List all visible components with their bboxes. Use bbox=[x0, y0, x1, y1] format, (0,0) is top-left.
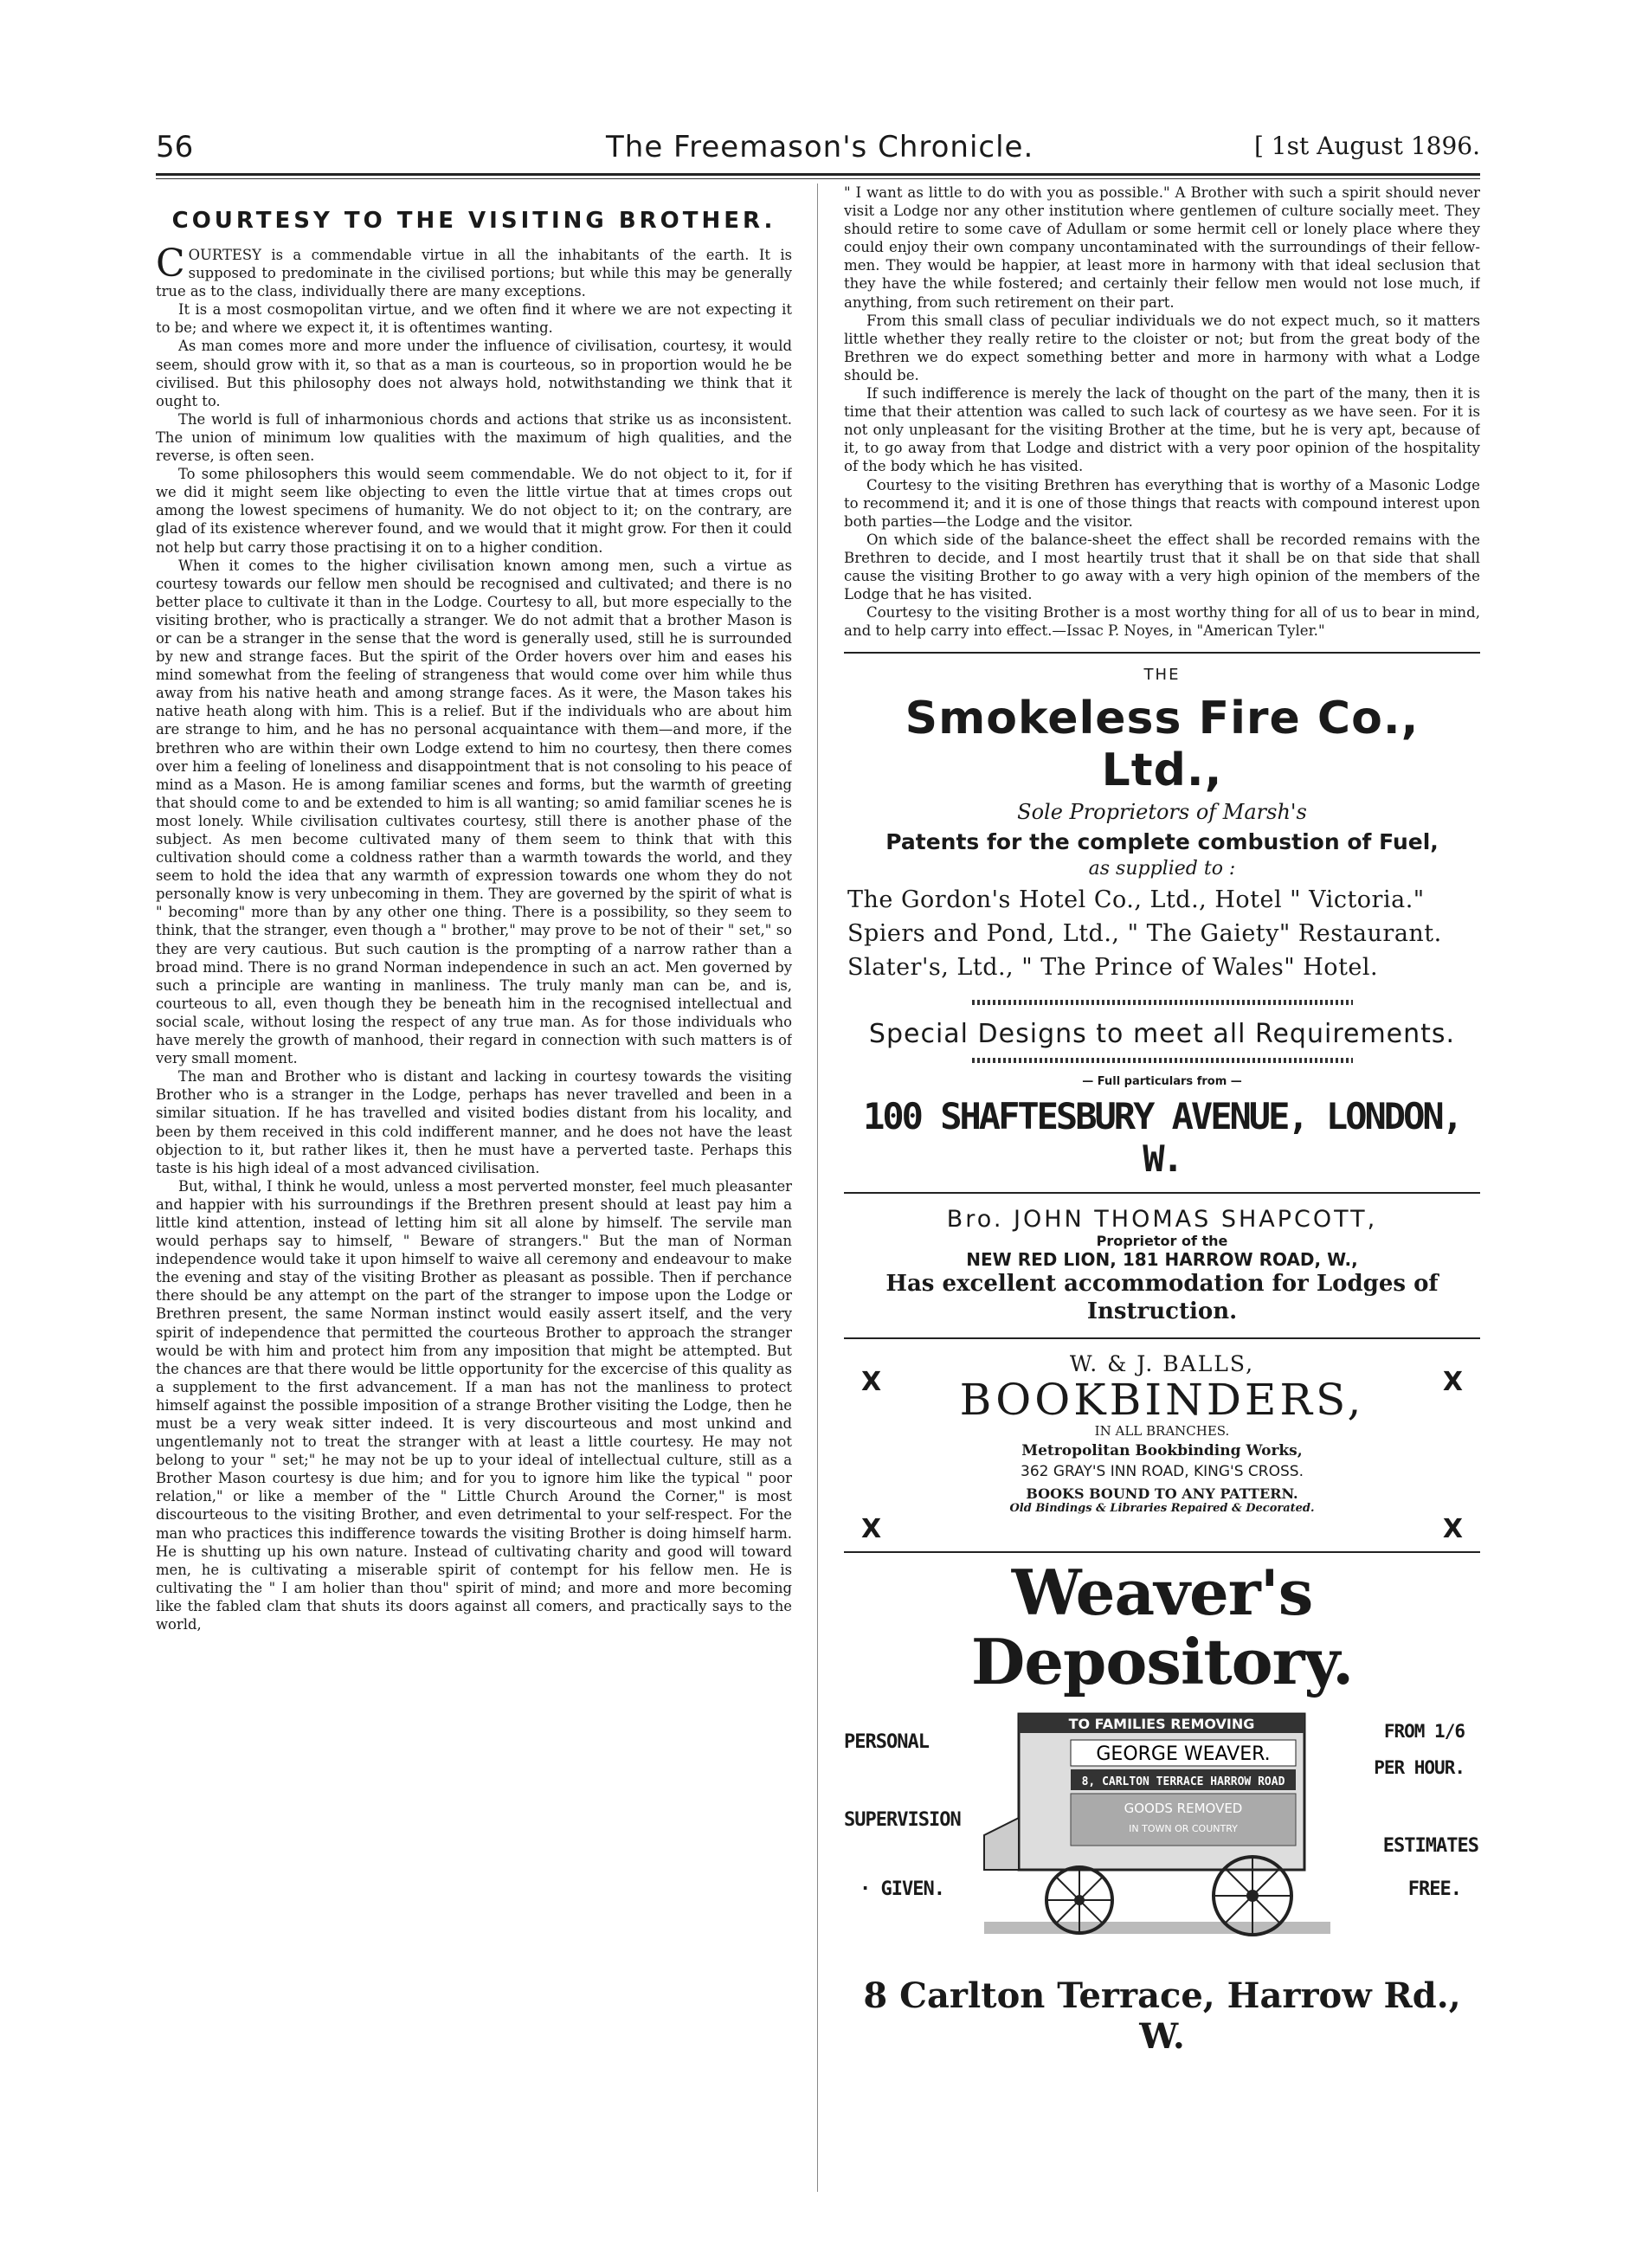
wavy-rule bbox=[972, 1000, 1353, 1005]
page-header bbox=[156, 130, 1480, 170]
free-label: FREE. bbox=[1407, 1878, 1461, 1901]
supervision-label: SUPERVISION bbox=[844, 1809, 961, 1832]
article-continuation bbox=[844, 184, 1480, 640]
weaver-body bbox=[844, 1705, 1480, 1965]
from-price: FROM 1/6 bbox=[1383, 1721, 1465, 1743]
article-paragraph: The man and Brother who is distant and lacking in courtesy towards the visiting Brother who is a stranger in the Lodge, perhaps has never travelled and been in a similar situation. If he has travelled and visited bodies distant from his locality, and been by them received in this cold indifferent manner, and he does not have the least objection to it, but rather likes it, then he must have a perverted taste. Perhaps this taste is his high ideal of a most advanced civilisation. bbox=[156, 1068, 792, 1176]
weaver-advert bbox=[844, 1558, 1480, 2057]
works-line: Metropolitan Bookbinding Works, bbox=[1021, 1442, 1303, 1460]
van-address-text: 8, CARLTON TERRACE HARROW ROAD bbox=[1081, 1775, 1285, 1789]
article-paragraph: But, withal, I think he would, unless a most perverted monster, feel much pleasanter and happier with his surroundings if the Brethren present should at least pay him a little kind attention, instead of letting him sit all alone by himself. The servile man would perhaps say to himself, " Beware of strangers." But the man of Norman independence would take it upon himself to waive all ceremony and endeavour to make the evening and stay of the visiting Brother as pleasant as possible. Then if perchance there should be any attempt on the part of the stranger to impose upon the Lodge or Brethren present, the same Norman instinct would easily assert itself, and the very spirit of independence that permitted the courteous Brother to approach the stranger would be with him and protect him from any imposition that might be attempted. But the chances are that there would be little opportunity for the excercise of this quality as a supplement to the first advancement. If a man has not the manliness to protect himself against the possible imposition of a strange Brother visiting the Lodge, then he must be a very weak sitter indeed. It is very discourteous and most unkind and ungentlemanly not to treat the stranger with at least a little courtesy. He may not belong to your " set;" he may not be up to your ideal of intellectual culture, still as a Brother Mason courtesy is due him; and for you to ignore him like the typical " poor relation," or like a member of the " Little Church Around the Corner," is most discourteous to the visiting Brother, and even detrimental to your self-respect. For the man who practices this indifference towards the visiting Brother is doing himself harm. He is shutting up his own nature. Instead of cultivating charity and good will toward men, he is cultivating a miserable spirit of contempt for his fellow men. He is cultivating the " I am holier than thou" spirit of mind; and more and more becoming like the fabled clam that shuts its doors against all comers, and practically says to the world, bbox=[156, 1177, 792, 1633]
article-paragraph: If such indifference is merely the lack of thought on the part of the many, then it is time that their attention was called to such lack of courtesy as we have seen. For it is not only unpleasant for the visiting Brother at the time, but he is very apt, because of it, to go away from that Lodge and district with a very poor opinion of the hospitality of the body which he has visited. bbox=[844, 385, 1480, 475]
article-paragraph: " I want as little to do with you as possible." A Brother with such a spirit should never visit a Lodge nor any other institution where gentlemen of culture socially meet. They should retire to some cave of Adullam or some hermit cell or lonely place where they could enjoy their own company uncontaminated with the surroundings of their fellow-men. They would be happier, at least more in harmony with that ideal seclusion that they have the while fostered; and certainly their fellow men would not lose much, if anything, from such retirement on their part. bbox=[844, 184, 1480, 311]
accommodation-line: Has excellent accommodation for Lodges of Instruction. bbox=[885, 1271, 1439, 1325]
hotel-line: Slater's, Ltd., " The Prince of Wales" Hotel. bbox=[847, 954, 1379, 982]
estimates-label: ESTIMATES bbox=[1382, 1835, 1478, 1858]
sole-proprietors: Sole Proprietors of Marsh's bbox=[1017, 800, 1307, 825]
column-divider bbox=[817, 184, 818, 2192]
article-paragraph: It is a most cosmopolitan virtue, and we often find it where we are not expecting it to be; and where we expect it, it is oftentimes wanting. bbox=[156, 301, 792, 337]
firm-name: W. & J. BALLS, bbox=[1069, 1351, 1255, 1377]
proprietor-name: Bro. JOHN THOMAS SHAPCOTT, bbox=[946, 1206, 1378, 1234]
drop-cap: C bbox=[156, 242, 185, 286]
full-particulars: — Full particulars from — bbox=[1082, 1075, 1242, 1089]
article-paragraph: From this small class of peculiar individuals we do not expect much, so it matters little whether they really retire to the cloister or not; but from the great body of the Brethren we do expect something better and more in harmony with what a Lodge should be. bbox=[844, 312, 1480, 383]
section-rule bbox=[844, 1337, 1480, 1339]
weaver-title: Weaver's Depository. bbox=[970, 1556, 1354, 1699]
van-body bbox=[1019, 1714, 1304, 1870]
x-mark: X bbox=[861, 1514, 882, 1545]
article-paragraph: The world is full of inharmonious chords and actions that strike us as inconsistent. The union of minimum low qualities with the maximum of high qualities, and the reverse, is often seen. bbox=[156, 410, 792, 465]
publication-title: The Freemason's Chronicle. bbox=[606, 130, 1034, 164]
shapcott-advert bbox=[844, 1206, 1480, 1325]
weaver-address: 8 Carlton Terrace, Harrow Rd., W. bbox=[863, 1975, 1461, 2058]
proprietor-label: Proprietor of the bbox=[1096, 1233, 1228, 1250]
section-rule bbox=[844, 1551, 1480, 1553]
x-mark: X bbox=[1442, 1367, 1463, 1398]
inn-address: NEW RED LION, 181 HARROW ROAD, W., bbox=[966, 1249, 1358, 1271]
special-designs: Special Designs to meet all Requirements. bbox=[868, 1019, 1456, 1050]
x-mark: X bbox=[1442, 1514, 1463, 1545]
van-goods-text: GOODS REMOVED bbox=[1124, 1801, 1243, 1817]
issue-date: [ 1st August 1896. bbox=[1253, 132, 1480, 160]
hotel-line: Spiers and Pond, Ltd., " The Gaiety" Restaurant. bbox=[847, 920, 1442, 948]
article-paragraph: Courtesy to the visiting Brethren has everything that is worthy of a Masonic Lodge to recommend it; and it is one of those things that reacts with compound interest upon both parties—the Lodge and the visitor. bbox=[844, 476, 1480, 530]
books-line: BOOKS BOUND TO ANY PATTERN. bbox=[1026, 1485, 1298, 1503]
supplied-to: as supplied to : bbox=[1088, 858, 1236, 880]
ad-the: THE bbox=[1143, 666, 1181, 685]
bookbinders-advert bbox=[844, 1351, 1480, 1546]
hotel-line: The Gordon's Hotel Co., Ltd., Hotel " Victoria." bbox=[847, 886, 1425, 914]
header-rule-thin bbox=[156, 178, 1480, 179]
trade-name: BOOKBINDERS, bbox=[959, 1375, 1365, 1426]
company-address: 100 SHAFTESBURY AVENUE, LONDON, W. bbox=[863, 1095, 1461, 1181]
article-paragraph: As man comes more and more under the influence of civilisation, courtesy, it would seem, should grow with it, so that as a man is courteous, so in proportion would he be civilised. But this philosophy does not always hold, notwithstanding we think that it ought to. bbox=[156, 338, 792, 409]
personal-label: PERSONAL bbox=[844, 1731, 929, 1754]
wavy-rule bbox=[972, 1058, 1353, 1063]
right-column bbox=[844, 184, 1480, 2209]
van-shaft bbox=[984, 1818, 1019, 1870]
article-paragraph: To some philosophers this would seem commendable. We do not object to it, for if we did it might seem like objecting to even the little virtue that at times crops out among the lowest specimens of humanity. We do not object to it; on the contrary, are glad of its existence wherever found, and we would that it might grow. For then it could not help but carry those practising it on to a higher condition. bbox=[156, 466, 792, 556]
per-hour: PER HOUR. bbox=[1374, 1757, 1465, 1779]
van-banner-text: TO FAMILIES REMOVING bbox=[1068, 1716, 1255, 1733]
rear-spokes bbox=[1214, 1857, 1291, 1935]
x-mark: X bbox=[861, 1367, 882, 1398]
van-name-text: GEORGE WEAVER. bbox=[1096, 1743, 1271, 1766]
article-paragraph: On which side of the balance-sheet the effect shall be recorded remains with the Brethren to decide, and I most heartily trust that it shall be on that side that shall cause the visiting Brother to go away with a very high opinion of the members of the Lodge that he has visited. bbox=[844, 531, 1480, 603]
company-name: Smokeless Fire Co., Ltd., bbox=[905, 693, 1420, 797]
article-paragraph: When it comes to the higher civilisation known among men, such a virtue as courtesy towards our fellow men should be recognised and cultivated; and there is no better place to cultivate it than in the Lodge. Courtesy to all, but more especially to the visiting brother, who is practically a stranger. We do not admit that a brother Mason is or can be a stranger in the sense that the word is generally used, still he is surrounded by new and strange faces. But the spirit of the Order hovers over him and eases his mind somewhat from the feeling of strangeness that would come over him while thus away from his native heath and among strange faces. As it were, the Mason takes his native heath along with him. This is a relief. But if the individuals who are about him are strange to him, and he has no personal acquaintance with them—and more, if the brethren who are within their own Lodge extend to him no courtesy, then there comes over him a feeling of loneliness and disappointment that is not consoling to his peace of mind as a Mason. He is among familiar scenes and forms, but the warmth of greeting that should come to and be extended to him is all wanting; so amid familiar scenes he is most lonely. While civilisation cultivates courtesy, still there is another phase of the subject. As men become cultivated many of them seem to think that with this cultivation should come a coldness rather than a warmth towards the world, and they seem to hold the idea that any warmth of expression towards one whom they do not personally know is very unbecoming in them. They are governed by the spirit of what is " becoming" more than by any other one thing. There is a possibility, so they seem to think, that the stranger, even though a " brother," may prove to be not of their " set," so they are very cautious. But such caution is the prompting of a narrow rather than a broad mind. There is no grand Norman independence in such an act. Men governed by such a principle are wanting in manliness. The truly manly man can be, and is, courteous to all, even though they be beneath him in the recognised intellectual and social scale, without losing the respect of any true man. As for those individuals who have merely the growth of manhood, their regard in connection with such matters is of very small moment. bbox=[156, 557, 792, 1067]
removal-van-illustration bbox=[976, 1705, 1339, 1965]
front-spokes bbox=[1046, 1867, 1112, 1933]
header-rule bbox=[156, 173, 1480, 176]
page-number: 56 bbox=[156, 130, 194, 164]
article-paragraph: COURTESY is a commendable virtue in all the inhabitants of the earth. It is supposed to predominate in the civilised portions; but while this may be generally true as to the class, individually there are many exceptions. bbox=[156, 242, 792, 300]
smokeless-fire-advert bbox=[844, 666, 1480, 1180]
article-paragraph: Courtesy to the visiting Brother is a most worthy thing for all of us to bear in mind, and to help carry into effect.—Issac P. Noyes, in "American Tyler." bbox=[844, 604, 1480, 640]
article-left-column bbox=[156, 208, 792, 2199]
section-rule bbox=[844, 652, 1480, 654]
van-town-text: IN TOWN OR COUNTRY bbox=[1129, 1823, 1238, 1835]
street-line: 362 GRAY'S INN ROAD, KING'S CROSS. bbox=[1021, 1463, 1304, 1481]
given-label: · GIVEN. bbox=[860, 1878, 944, 1901]
section-rule bbox=[844, 1192, 1480, 1194]
article-title: COURTESY TO THE VISITING BROTHER. bbox=[171, 208, 776, 234]
branches-line: IN ALL BRANCHES. bbox=[1094, 1423, 1230, 1440]
patents-line: Patents for the complete combustion of Fuel, bbox=[885, 829, 1439, 855]
repairs-line: Old Bindings & Libraries Repaired & Decorated. bbox=[1009, 1502, 1315, 1516]
